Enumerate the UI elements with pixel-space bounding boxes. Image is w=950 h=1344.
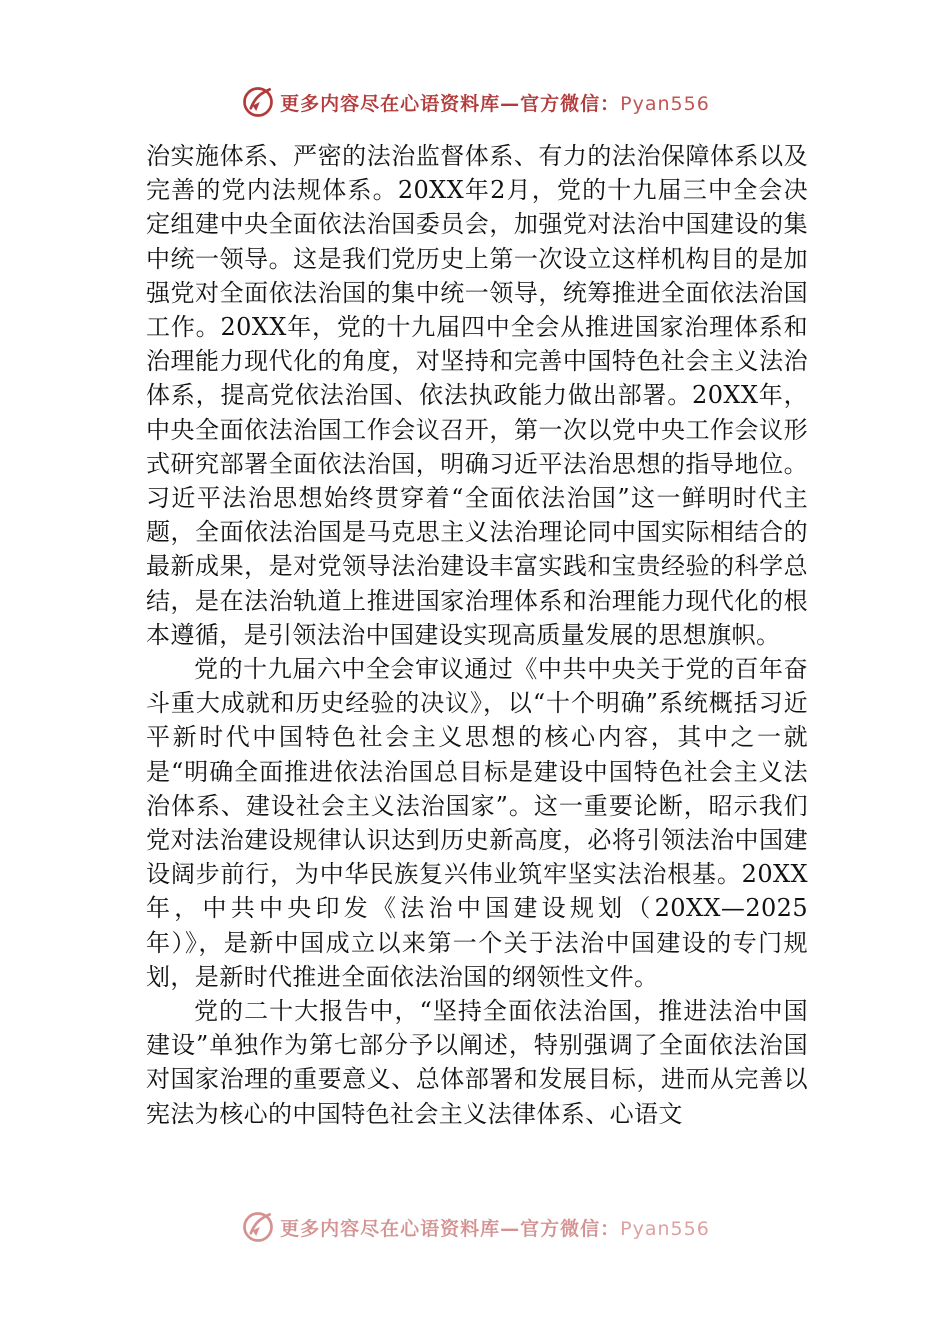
watermark-slogan: 更多内容尽在心语资料库—官方微信： (280, 92, 621, 115)
watermark-text (280, 1214, 710, 1241)
brush-seal-logo-icon (240, 84, 276, 120)
brush-seal-logo-icon (240, 1209, 276, 1245)
watermark-wechat-id: Pyan556 (620, 92, 710, 115)
paragraph-1: 治实施体系、严密的法治监督体系、有力的法治保障体系以及完善的党内法规体系。20XX年2月，党的十九届三中全会决定组建中央全面依法治国委员会，加强党对法治中国建设的集中统一领导。这是我们党历史上第一次设立这样机构目的是加强党对全面依法治国的集中统一领导，统筹推进全面依法治国工作。20XX年，党的十九届四中全会从推进国家治理体系和治理能力现代化的角度，对坚持和完善中国特色社会主义法治体系，提高党依法治国、依法执政能力做出部署。20XX年，中央全面依法治国工作会议召开，第一次以党中央工作会议形式研究部署全面依法治国，明确习近平法治思想的指导地位。习近平法治思想始终贯穿着“全面依法治国”这一鲜明时代主题，全面依法治国是马克思主义法治理论同中国实际相结合的最新成果，是对党领导法治建设丰富实践和宝贵经验的科学总结，是在法治轨道上推进国家治理体系和治理能力现代化的根本遵循，是引领法治中国建设实现高质量发展的思想旗帜。 (146, 142, 808, 649)
footer-watermark (0, 1207, 950, 1247)
paragraph-2: 党的十九届六中全会审议通过《中共中央关于党的百年奋斗重大成就和历史经验的决议》，以“十个明确”系统概括习近平新时代中国特色社会主义思想的核心内容，其中之一就是“明确全面推进依法治国总目标是建设中国特色社会主义法治体系、建设社会主义法治国家”。这一重要论断，昭示我们党对法治建设规律认识达到历史新高度，必将引领法治中国建设阔步前行，为中华民族复兴伟业筑牢坚实法治根基。20XX年，中共中央印发《法治中国建设规划（20XX—2025年）》，是新中国成立以来第一个关于法治中国建设的专门规划，是新时代推进全面依法治国的纲领性文件。 (146, 655, 808, 991)
watermark-text (280, 89, 710, 116)
header-watermark (0, 82, 950, 122)
watermark-slogan: 更多内容尽在心语资料库—官方微信： (280, 1217, 621, 1240)
watermark-wechat-id: Pyan556 (620, 1217, 710, 1240)
paragraph-3: 党的二十大报告中，“坚持全面依法治国，推进法治中国建设”单独作为第七部分予以阐述，特别强调了全面依法治国对国家治理的重要意义、总体部署和发展目标，进而从完善以宪法为核心的中国特色社会主义法律体系、心语文 (146, 997, 808, 1128)
document-body (146, 139, 808, 1131)
